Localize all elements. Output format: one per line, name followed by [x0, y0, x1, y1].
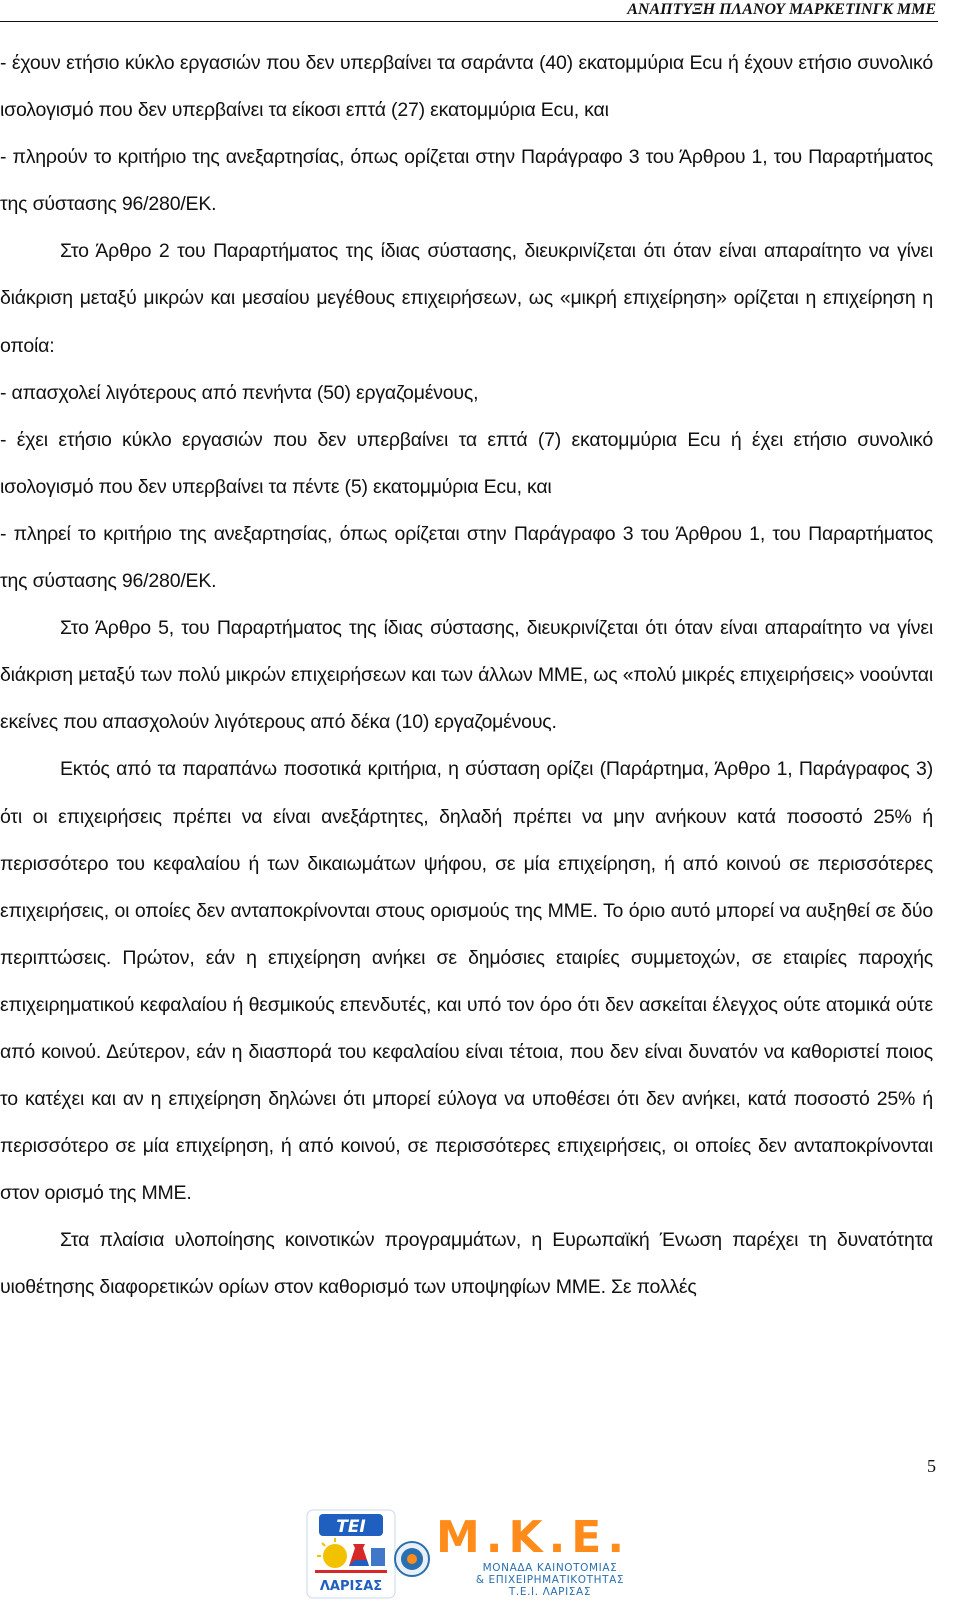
- paragraph: Στα πλαίσια υλοποίησης κοινοτικών προγραμμάτων, η Ευρωπαϊκή Ένωση παρέχει τη δυνατότητα υιοθέτησης διαφορετικών ορίων στον καθορισμό των υποψηφίων ΜΜΕ. Σε πολλές: [0, 1229, 933, 1299]
- page-number: 5: [927, 1456, 936, 1476]
- tei-logo-text: ΛΑΡΙΣΑΣ: [319, 1579, 383, 1594]
- running-header: ΑΝΑΠΤΥΞΗ ΠΛΑΝΟΥ ΜΑΡΚΕΤΙΝΓΚ ΜΜΕ: [627, 1, 936, 18]
- document-body: [0, 40, 933, 1312]
- paragraph: Στο Άρθρο 2 του Παραρτήματος της ίδιας σύστασης, διευκρινίζεται ότι όταν είναι απαραίτητο να γίνει διάκριση μεταξύ μικρών και μεσαίου μεγέθους επιχειρήσεων, ως «μικρή επιχείρηση» ορίζεται η επιχείρηση η οποία:: [0, 240, 933, 357]
- paragraph: - έχει ετήσιο κύκλο εργασιών που δεν υπερβαίνει τα επτά (7) εκατομμύρια Ecu ή έχει ετήσιο συνολικό ισολογισμό που δεν υπερβαίνει τα πέντε (5) εκατομμύρια Ecu, και: [0, 428, 933, 498]
- seal-logo: [393, 1540, 431, 1578]
- mke-line-3: Τ.Ε.Ι. ΛΑΡΙΣΑΣ: [508, 1586, 592, 1598]
- tei-larissa-logo: [305, 1508, 397, 1600]
- paragraph: - απασχολεί λιγότερους από πενήντα (50) εργαζομένους,: [0, 381, 479, 404]
- paragraph: Στο Άρθρο 5, του Παραρτήματος της ίδιας σύστασης, διευκρινίζεται ότι όταν είναι απαραίτητο να γίνει διάκριση μεταξύ των πολύ μικρών επιχειρήσεων και των άλλων ΜΜΕ, ως «πολύ μικρές επιχειρήσεις» νοούνται εκείνες που απασχολούν λιγότερους από δέκα (10) εργαζομένους.: [0, 617, 933, 734]
- mke-line-1: ΜΟΝΑΔΑ ΚΑΙΝΟΤΟΜΙΑΣ: [482, 1562, 618, 1574]
- paragraph: - έχουν ετήσιο κύκλο εργασιών που δεν υπερβαίνει τα σαράντα (40) εκατομμύρια Ecu ή έχουν ετήσιο συνολικό ισολογισμό που δεν υπερβαίνει τα είκοσι επτά (27) εκατομμύρια Ecu, και: [0, 52, 933, 122]
- tei-logo-top-text: ΤΕΙ: [336, 1517, 366, 1537]
- paragraph: - πληρούν το κριτήριο της ανεξαρτησίας, όπως ορίζεται στην Παράγραφο 3 του Άρθρου 1, του Παραρτήματος της σύστασης 96/280/ΕΚ.: [0, 146, 933, 216]
- mke-line-2: & ΕΠΙΧΕΙΡΗΜΑΤΙΚΟΤΗΤΑΣ: [475, 1574, 625, 1586]
- mke-title: Μ.Κ.Ε.: [436, 1512, 631, 1563]
- paragraph: - πληρεί το κριτήριο της ανεξαρτησίας, όπως ορίζεται στην Παράγραφο 3 του Άρθρου 1, του Παραρτήματος της σύστασης 96/280/ΕΚ.: [0, 522, 933, 593]
- mke-logo: [436, 1512, 646, 1600]
- paragraph: Εκτός από τα παραπάνω ποσοτικά κριτήρια, η σύσταση ορίζει (Παράρτημα, Άρθρο 1, Παράγραφος 3) ότι οι επιχειρήσεις πρέπει να είναι ανεξάρτητες, δηλαδή πρέπει να μην ανήκουν κατά ποσοστό 25% ή περισσότερο του κεφαλαίου ή των δικαιωμάτων ψήφου, σε μία επιχείρηση, ή από κοινού σε περισσότερες επιχειρήσεις, οι οποίες δεν ανταποκρίνονται στους ορισμούς της ΜΜΕ. Το όριο αυτό μπορεί να αυξηθεί σε δύο περιπτώσεις. Πρώτον, εάν η επιχείρηση ανήκει σε δημόσιες εταιρίες συμμετοχών, σε εταιρίες παροχής επιχειρηματικού κεφαλαίου ή θεσμικούς επενδυτές, και υπό τον όρο ότι δεν ασκείται έλεγχος ούτε ατομικά ούτε από κοινού. Δεύτερον, εάν η διασπορά του κεφαλαίου είναι τέτοια, που δεν είναι δυνατόν να καθοριστεί ποιος το κατέχει και αν η επιχείρηση δηλώνει ότι μπορεί εύλογα να υποθέσει ότι δεν ανήκει, κατά ποσοστό 25% ή περισσότερο σε μία επιχείρηση, ή από κοινού, σε περισσότερες επιχειρήσεις, οι οποίες δεν ανταποκρίνονται στον ορισμό της ΜΜΕ.: [0, 758, 933, 1205]
- header-rule: [0, 21, 938, 22]
- footer-logos: [0, 1508, 960, 1600]
